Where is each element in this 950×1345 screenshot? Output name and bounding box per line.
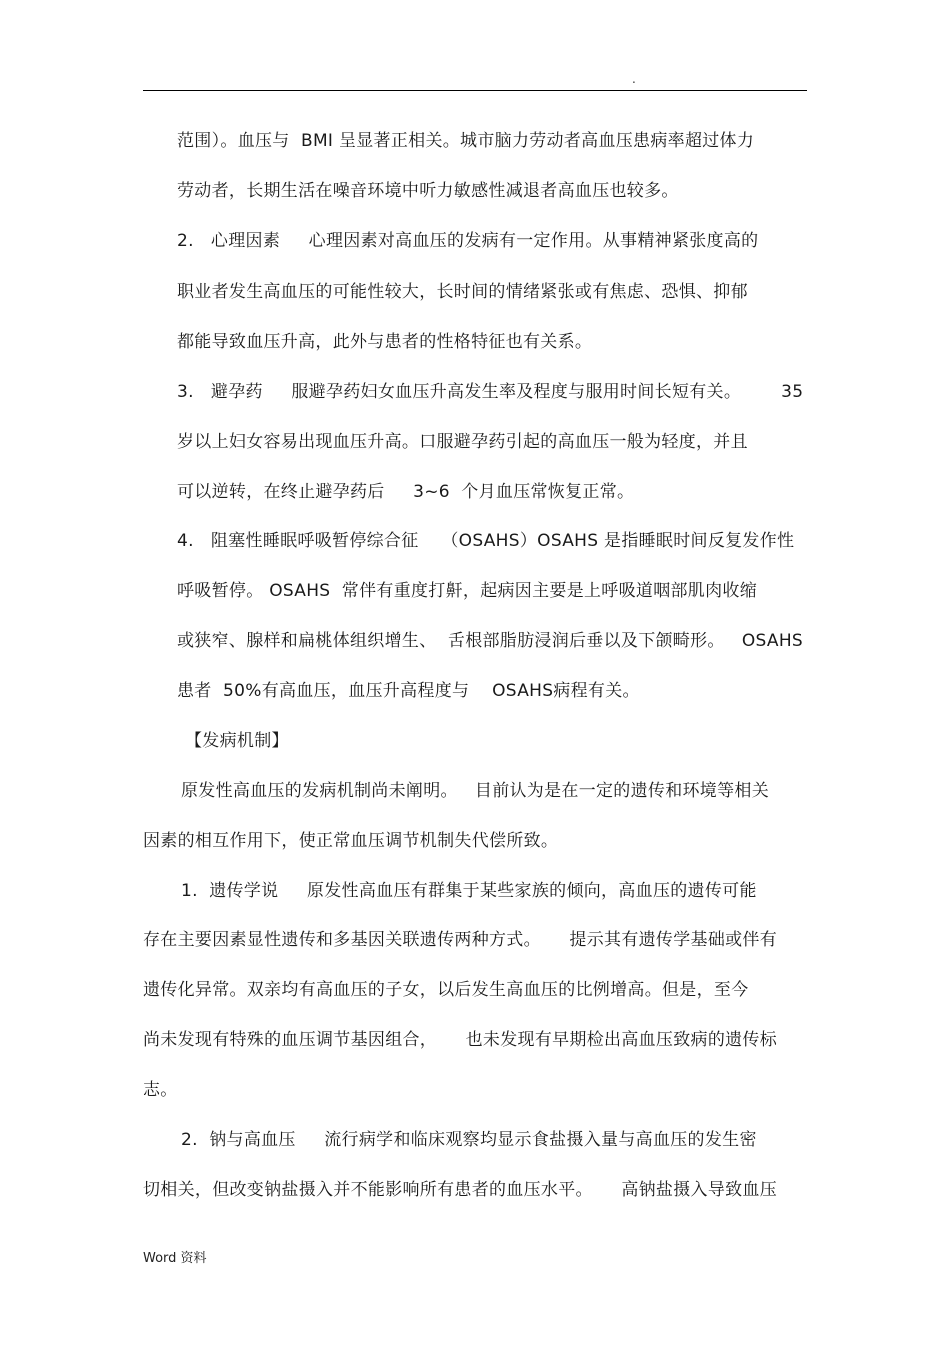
text-line: 可以逆转，在终止避孕药后 3~6 个月血压常恢复正常。 bbox=[177, 482, 635, 502]
text-line: 范围）。血压与 BMI 呈显著正相关。城市脑力劳动者高血压患病率超过体力 bbox=[177, 131, 755, 151]
text-line: 志。 bbox=[143, 1080, 178, 1100]
text-line: 岁以上妇女容易出现血压升高。口服避孕药引起的高血压一般为轻度，并且 bbox=[177, 432, 748, 452]
text-line: 尚未发现有特殊的血压调节基因组合， 也未发现有早期检出高血压致病的遗传标 bbox=[143, 1030, 778, 1050]
text-line: 因素的相互作用下，使正常血压调节机制失代偿所致。 bbox=[143, 831, 559, 851]
header-rule bbox=[143, 90, 807, 91]
text-line: 或狭窄、腺样和扁桃体组织增生、 舌根部脂肪浸润后垂以及下颌畸形。 OSAHS bbox=[177, 631, 804, 651]
text-line: 存在主要因素显性遗传和多基因关联遗传两种方式。 提示其有遗传学基础或伴有 bbox=[143, 930, 778, 950]
text-line: 原发性高血压的发病机制尚未阐明。 目前认为是在一定的遗传和环境等相关 bbox=[181, 781, 770, 801]
section-heading: 【发病机制】 bbox=[185, 731, 289, 751]
footer-label: Word 资料 bbox=[143, 1251, 207, 1266]
text-line: 1. 遗传学说 原发性高血压有群集于某些家族的倾向，高血压的遗传可能 bbox=[181, 881, 757, 901]
text-line: 遗传化异常。双亲均有高血压的子女，以后发生高血压的比例增高。但是，至今 bbox=[143, 980, 749, 1000]
text-line: 4. 阻塞性睡眠呼吸暂停综合征 （OSAHS）OSAHS 是指睡眠时间反复发作性 bbox=[177, 531, 795, 551]
text-line: 职业者发生高血压的可能性较大，长时间的情绪紧张或有焦虑、恐惧、抑郁 bbox=[177, 282, 748, 302]
text-line: 3. 避孕药 服避孕药妇女血压升高发生率及程度与服用时间长短有关。 35 bbox=[177, 382, 804, 402]
text-line: 呼吸暂停。 OSAHS 常伴有重度打鼾，起病因主要是上呼吸道咽部肌肉收缩 bbox=[177, 581, 758, 601]
text-line: 都能导致血压升高，此外与患者的性格特征也有关系。 bbox=[177, 332, 593, 352]
header-mark: . bbox=[632, 72, 636, 86]
text-line: 患者 50%有高血压，血压升高程度与 OSAHS病程有关。 bbox=[177, 681, 640, 701]
text-line: 劳动者，长期生活在噪音环境中听力敏感性减退者高血压也较多。 bbox=[177, 181, 679, 201]
text-line: 2. 心理因素 心理因素对高血压的发病有一定作用。从事精神紧张度高的 bbox=[177, 231, 759, 251]
text-line: 切相关，但改变钠盐摄入并不能影响所有患者的血压水平。 高钠盐摄入导致血压 bbox=[143, 1180, 778, 1200]
text-line: 2. 钠与高血压 流行病学和临床观察均显示食盐摄入量与高血压的发生密 bbox=[181, 1130, 757, 1150]
